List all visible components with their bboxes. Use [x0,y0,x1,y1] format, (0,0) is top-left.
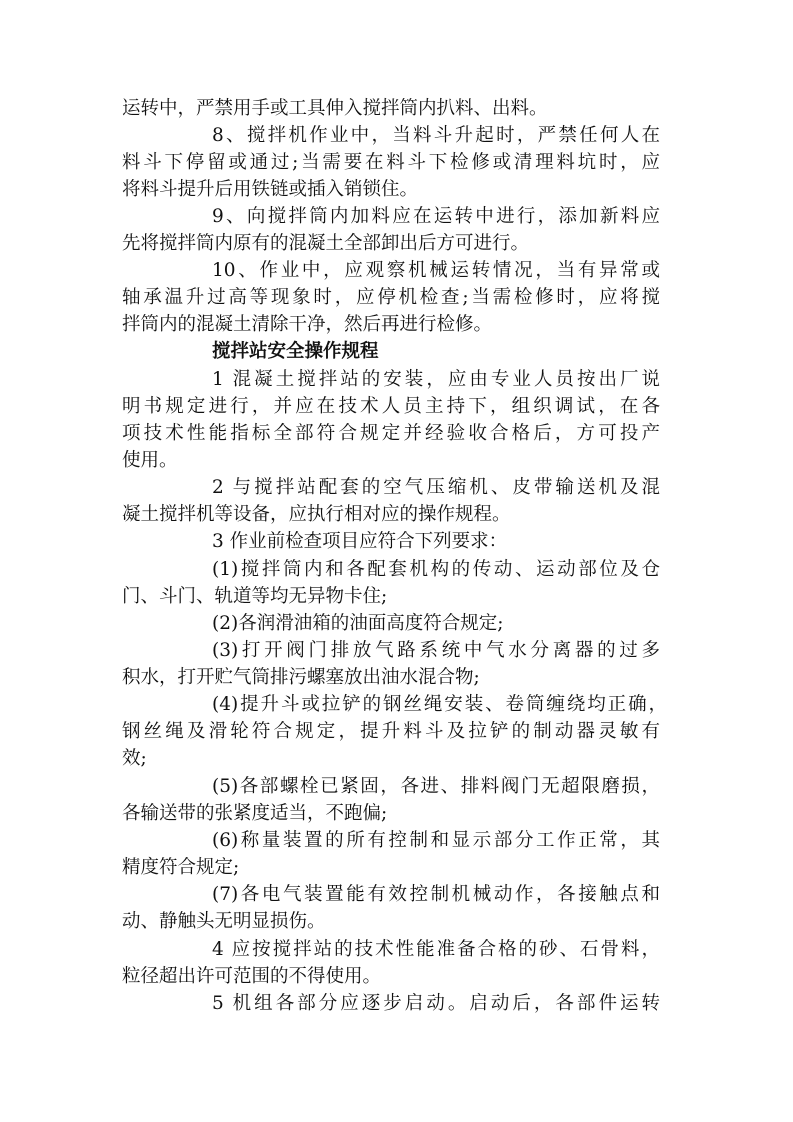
text-line: (5)各部螺栓已紧固，各进、排料阀门无超限磨损， [212,776,660,797]
text-line: 轴承温升过高等现象时，应停机检查;当需检修时，应将搅 [122,287,660,308]
text-line: 拌筒内的混凝土清除干净，然后再进行检修。 [122,314,493,335]
text-line: 10、作业中，应观察机械运转情况，当有异常或 [212,260,660,281]
text-line: 明书规定进行，并应在技术人员主持下，组织调试，在各 [122,396,660,417]
text-line: 料斗下停留或通过;当需要在料斗下检修或清理料坑时，应 [122,152,660,173]
text-line: (6)称量装置的所有控制和显示部分工作正常，其 [212,830,660,851]
text-line: 效; [122,748,147,769]
text-line: 将料斗提升后用铁链或插入销锁住。 [122,179,419,200]
text-line: 凝土搅拌机等设备，应执行相对应的操作规程。 [122,504,511,525]
text-line: (7)各电气装置能有效控制机械动作，各接触点和 [212,884,660,905]
text-line: 4 应按搅拌站的技术性能准备合格的砂、石骨料， [212,939,660,960]
text-line: (2)各润滑油箱的油面高度符合规定; [212,613,504,634]
text-line: 钢丝绳及滑轮符合规定，提升料斗及拉铲的制动器灵敏有 [122,721,660,742]
text-line: 9、向搅拌筒内加料应在运转中进行，添加新料应 [212,206,660,227]
text-line: 积水，打开贮气筒排污螺塞放出油水混合物; [122,667,480,688]
text-line: 门、斗门、轨道等均无异物卡住; [122,586,388,607]
text-line: (4)提升斗或拉铲的钢丝绳安装、卷筒缠绕均正确， [212,694,667,715]
text-line: 动、静触头无明显损伤。 [122,911,326,932]
text-line: 精度符合规定; [122,857,240,878]
section-heading: 搅拌站安全操作规程 [212,341,379,362]
text-line: 3 作业前检查项目应符合下列要求： [212,531,508,552]
text-line: 先将搅拌筒内原有的混凝土全部卸出后方可进行。 [122,233,530,254]
text-line: (1)搅拌筒内和各配套机构的传动、运动部位及仓 [212,559,660,580]
text-line: 粒径超出许可范围的不得使用。 [122,966,382,987]
text-line: 各输送带的张紧度适当，不跑偏; [122,803,388,824]
text-line: 2 与搅拌站配套的空气压缩机、皮带输送机及混 [212,477,660,498]
text-line: 1 混凝土搅拌站的安装，应由专业人员按出厂说 [212,369,660,390]
text-line: 8、搅拌机作业中，当料斗升起时，严禁任何人在 [212,125,660,146]
text-line: (3)打开阀门排放气路系统中气水分离器的过多 [212,640,660,661]
text-line: 5 机组各部分应逐步启动。启动后，各部件运转 [212,993,660,1014]
text-line: 项技术性能指标全部符合规定并经验收合格后，方可投产 [122,423,660,444]
text-line: 使用。 [122,450,178,471]
text-line: 运转中，严禁用手或工具伸入搅拌筒内扒料、出料。 [122,98,548,119]
